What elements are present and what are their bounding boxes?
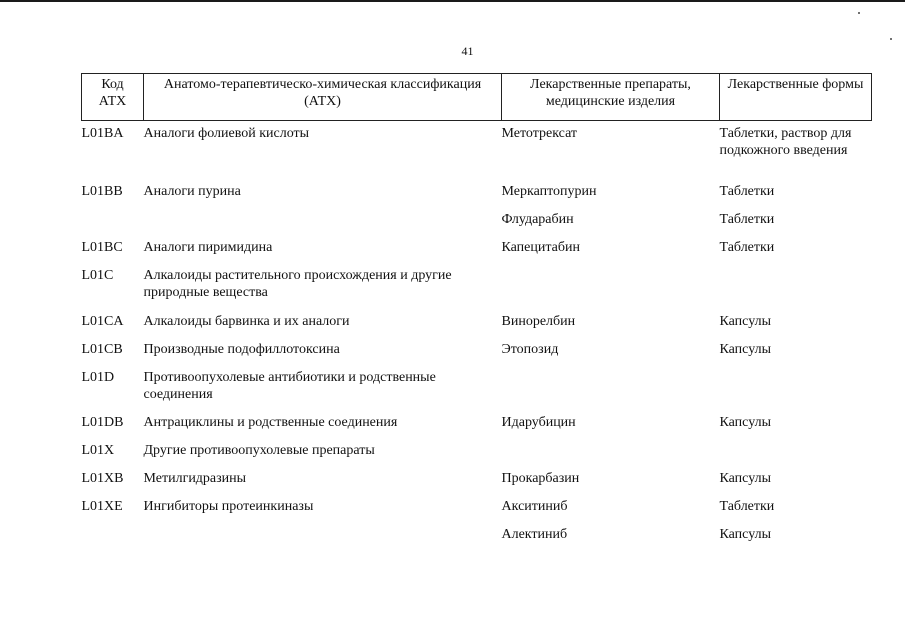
classification-cell [144, 211, 502, 239]
header-dosage-forms: Лекарственные формы [720, 74, 872, 121]
scan-speck [858, 12, 860, 14]
page-number [0, 44, 905, 59]
form-cell [720, 267, 872, 313]
classification-cell: Алкалоиды барвинка и их аналоги [143, 313, 350, 329]
classification-cell: Антрациклины и родственные соединения [143, 414, 398, 430]
table-row [82, 239, 872, 267]
table-row [82, 121, 872, 183]
form-cell [720, 442, 872, 470]
classification-cell: Другие противоопухолевые препараты [143, 442, 375, 458]
form-cell [720, 369, 872, 414]
drug-cell: Прокарбазин [501, 470, 580, 486]
form-cell: Таблетки [719, 239, 775, 255]
table-row [82, 470, 872, 498]
atx-code-cell: L01BC [81, 239, 123, 255]
drug-cell [502, 369, 720, 414]
drug-cell: Меркаптопурин [501, 183, 597, 199]
drug-cell: Алектиниб [501, 526, 568, 542]
form-cell: Капсулы [719, 414, 771, 430]
atx-code-cell: L01BB [81, 183, 123, 199]
header-drugs: Лекарственные препараты, медицинские изделия [502, 74, 720, 121]
classification-cell: Алкалоиды растительного происхождения и другие природные вещества [143, 267, 452, 300]
form-cell: Таблетки [719, 498, 775, 514]
drug-cell: Этопозид [501, 341, 559, 357]
table-row [82, 414, 872, 442]
drug-cell: Винорелбин [501, 313, 576, 329]
table-row [82, 442, 872, 470]
table-row [82, 183, 872, 211]
drug-cell: Флударабин [501, 211, 574, 227]
classification-cell: Производные подофиллотоксина [143, 341, 340, 357]
atx-code-cell: L01X [81, 442, 115, 458]
classification-cell [144, 526, 502, 554]
atx-table [81, 73, 872, 554]
classification-cell: Метилгидразины [143, 470, 247, 486]
classification-cell: Ингибиторы протеинкиназы [143, 498, 314, 514]
atx-code-cell [82, 526, 144, 554]
classification-cell: Противоопухолевые антибиотики и родственные соединения [143, 369, 436, 402]
table-header-row [82, 74, 872, 121]
form-cell: Капсулы [719, 341, 771, 357]
form-cell: Капсулы [719, 470, 771, 486]
drug-cell [502, 442, 720, 470]
form-cell: Капсулы [719, 313, 771, 329]
form-cell: Таблетки [719, 211, 775, 227]
page-number-text: 41 [461, 44, 474, 58]
atx-code-cell: L01CA [81, 313, 124, 329]
classification-cell: Аналоги пурина [143, 183, 241, 199]
atx-code-cell: L01C [81, 267, 114, 283]
table-row [82, 313, 872, 341]
atx-code-cell: L01XE [81, 498, 123, 514]
table-row [82, 526, 872, 554]
atx-code-cell [82, 211, 144, 239]
table-row [82, 369, 872, 414]
table-row [82, 267, 872, 313]
atx-code-cell: L01CB [81, 341, 123, 357]
table-row [82, 341, 872, 369]
classification-cell: Аналоги пиримидина [143, 239, 273, 255]
drug-cell: Капецитабин [501, 239, 580, 255]
form-cell: Таблетки, раствор для подкожного введения [719, 126, 852, 158]
atx-code-cell: L01BA [81, 126, 124, 141]
atx-code-cell: L01D [81, 369, 115, 385]
classification-cell: Аналоги фолиевой кислоты [143, 126, 310, 141]
atx-code-cell: L01DB [81, 414, 124, 430]
scan-speck [890, 38, 892, 40]
drug-cell: Акситиниб [501, 498, 568, 514]
drug-cell [502, 267, 720, 313]
form-cell: Капсулы [719, 526, 771, 542]
drug-cell: Метотрексат [501, 126, 578, 141]
header-atx-classification: Анатомо-терапевтическо-химическая классификация (АТХ) [144, 74, 502, 121]
table-row [82, 498, 872, 526]
table-row [82, 211, 872, 239]
form-cell: Таблетки [719, 183, 775, 199]
header-atx-code: Код АТХ [82, 74, 144, 121]
atx-code-cell: L01XB [81, 470, 124, 486]
drug-cell: Идарубицин [501, 414, 576, 430]
scan-top-border [0, 0, 905, 2]
